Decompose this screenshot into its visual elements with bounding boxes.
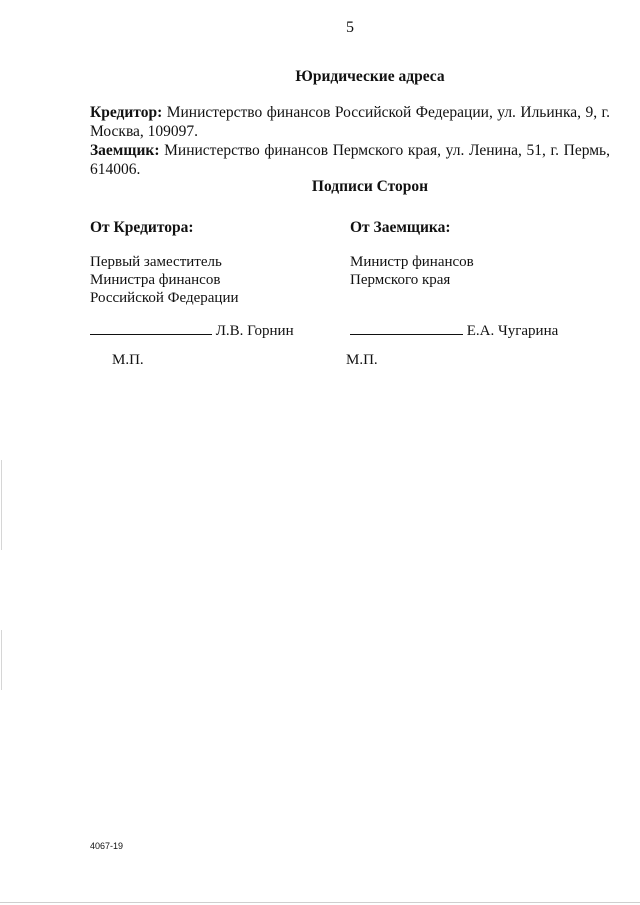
borrower-address-text: Министерство финансов Пермского края, ул. Ленина, 51, г. Пермь, 614006.	[90, 142, 610, 178]
scan-edge-mark	[1, 460, 2, 550]
creditor-signature-line	[90, 322, 294, 340]
borrower-position	[350, 253, 474, 289]
creditor-position-line: Российской Федерации	[90, 290, 239, 306]
legal-addresses-title: Юридические адреса	[295, 68, 445, 85]
creditor-position-line: Министра финансов	[90, 272, 221, 288]
borrower-position-line: Пермского края	[350, 272, 451, 288]
creditor-stamp-mark: М.П.	[112, 352, 144, 368]
page-number: 5	[346, 19, 354, 36]
borrower-signature-line	[350, 322, 558, 340]
borrower-stamp-mark: М.П.	[346, 352, 378, 368]
creditor-signature-rule	[90, 322, 212, 335]
borrower-position-line: Министр финансов	[350, 254, 474, 270]
creditor-address	[90, 103, 610, 141]
creditor-position	[90, 253, 239, 307]
creditor-heading: От Кредитора:	[90, 219, 194, 236]
creditor-position-line: Первый заместитель	[90, 254, 222, 270]
creditor-address-label: Кредитор:	[90, 104, 163, 121]
borrower-address	[90, 141, 610, 179]
creditor-address-text: Министерство финансов Российской Федерации, ул. Ильинка, 9, г. Москва, 109097.	[90, 104, 611, 140]
borrower-heading: От Заемщика:	[350, 219, 451, 236]
scan-edge-line	[0, 902, 640, 903]
borrower-signer-name: Е.А. Чугарина	[466, 323, 559, 339]
borrower-address-label: Заемщик:	[90, 142, 160, 159]
document-code: 4067-19	[90, 841, 124, 851]
borrower-signature-rule	[350, 322, 463, 335]
scan-edge-mark	[1, 630, 2, 690]
signatures-title: Подписи Сторон	[311, 178, 429, 195]
creditor-signer-name: Л.В. Горнин	[215, 323, 294, 339]
